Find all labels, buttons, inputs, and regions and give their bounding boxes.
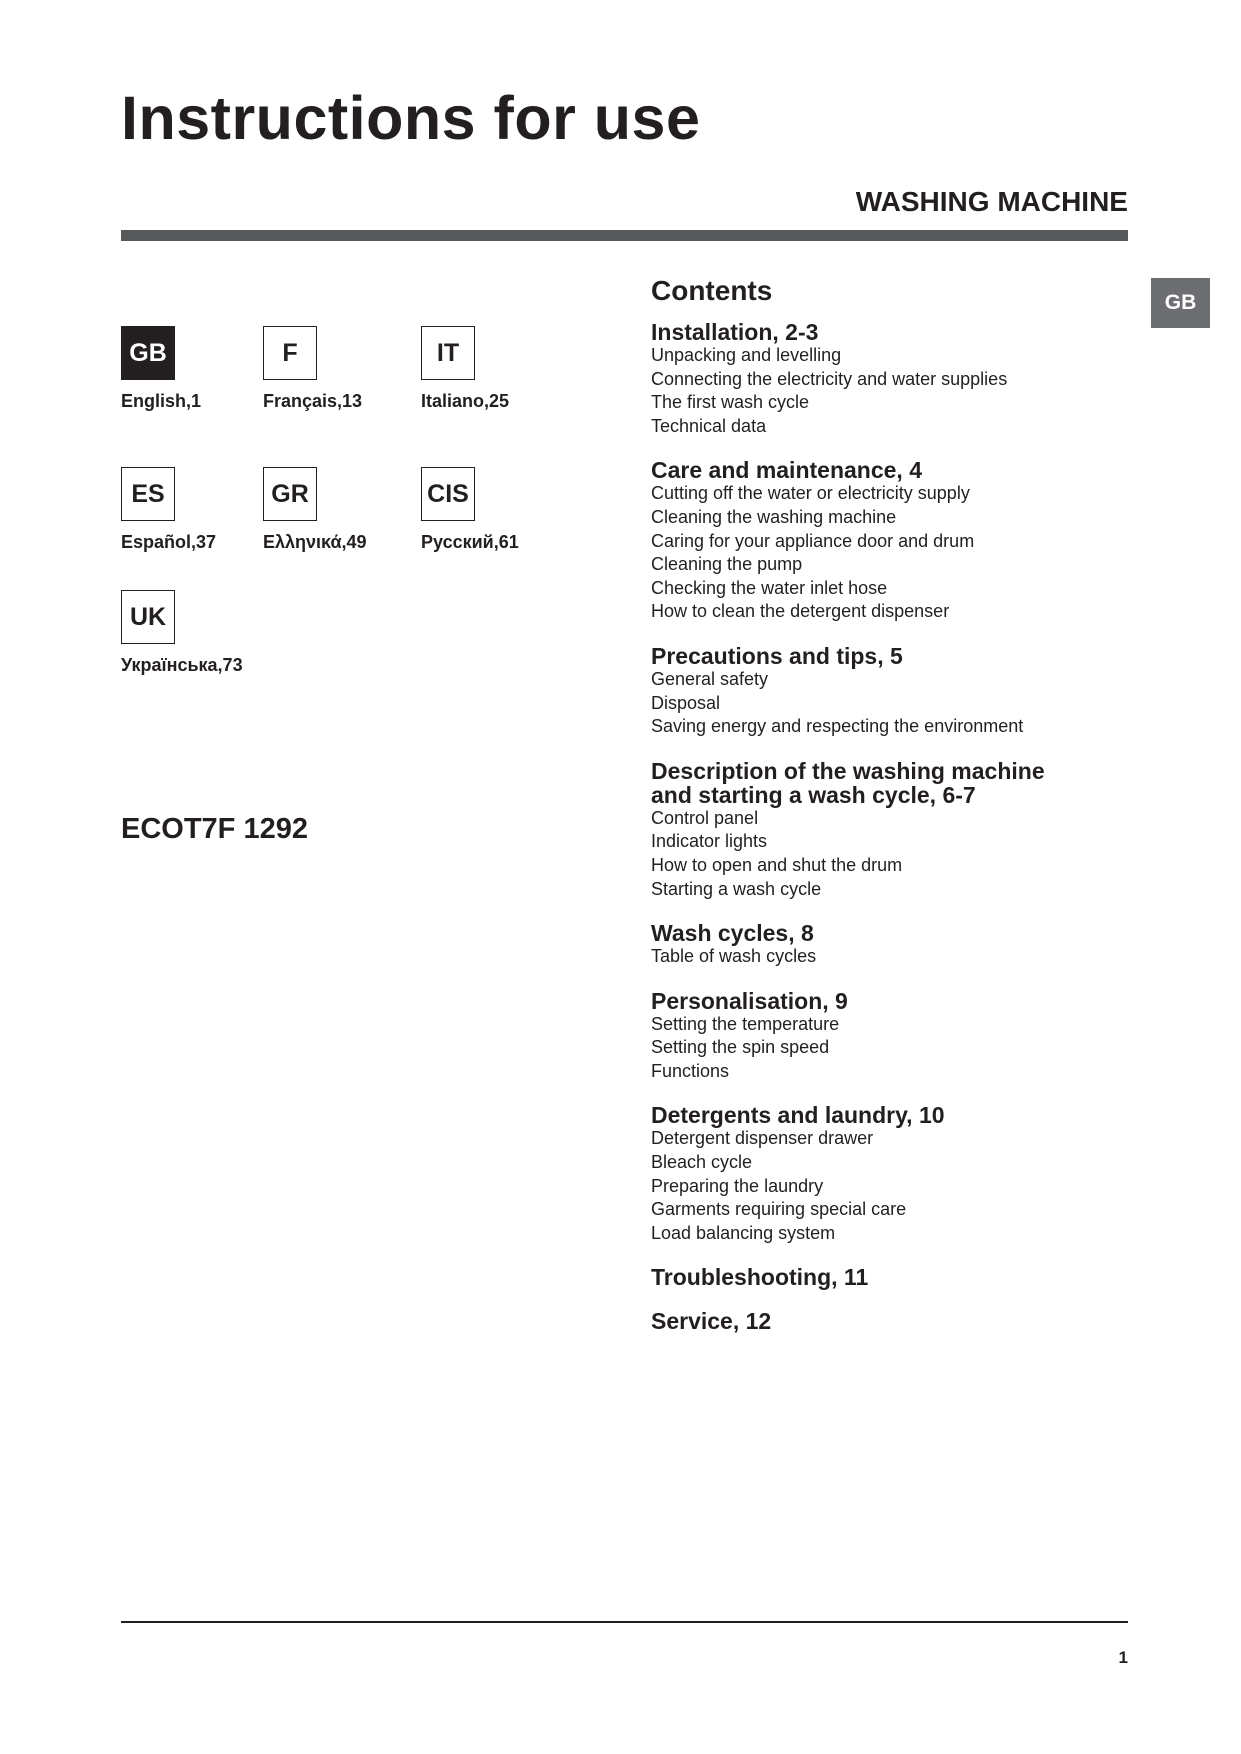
toc-item: General safety: [651, 668, 769, 689]
language-code-badge: GB: [121, 326, 175, 380]
toc-item: Caring for your appliance door and drum: [651, 530, 975, 551]
table-of-contents: [651, 276, 1111, 1353]
toc-item: Detergent dispenser drawer: [651, 1128, 874, 1149]
page-number: 1: [1118, 1648, 1128, 1667]
toc-item: Setting the spin speed: [651, 1037, 830, 1058]
language-label: English,1: [121, 391, 202, 411]
toc-section-title: Detergents and laundry, 10: [651, 1102, 945, 1129]
toc-section-title: Description of the washing machine: [651, 757, 1045, 784]
toc-item: Indicator lights: [651, 831, 768, 852]
language-code-badge: IT: [421, 326, 475, 380]
toc-section-installation[interactable]: [651, 320, 1111, 438]
toc-item: How to clean the detergent dispenser: [651, 601, 950, 622]
toc-section-precautions[interactable]: [651, 644, 1111, 739]
toc-item: Functions: [651, 1060, 730, 1081]
model-number: ECOT7F 1292: [121, 813, 308, 845]
product-type: WASHING MACHINE: [855, 186, 1128, 217]
toc-section-care-and-maintenance[interactable]: [651, 458, 1111, 624]
toc-item: Cutting off the water or electricity supply: [651, 483, 970, 504]
toc-item: Load balancing system: [651, 1222, 836, 1243]
toc-item: Disposal: [651, 692, 721, 713]
toc-item: The first wash cycle: [651, 392, 810, 413]
toc-item: Technical data: [651, 415, 767, 436]
toc-item: Checking the water inlet hose: [651, 577, 888, 598]
contents-heading: Contents: [651, 275, 773, 306]
language-gr[interactable]: [263, 467, 367, 553]
toc-item: Setting the temperature: [651, 1013, 840, 1034]
language-code-badge: CIS: [421, 467, 475, 521]
toc-item: Unpacking and levelling: [651, 345, 842, 365]
toc-section-personalisation[interactable]: [651, 989, 1111, 1084]
toc-section-title: Troubleshooting, 11: [651, 1264, 869, 1291]
language-cis[interactable]: [421, 467, 519, 553]
toc-section-detergents[interactable]: [651, 1103, 1111, 1245]
toc-section-description[interactable]: [651, 759, 1111, 901]
language-label: Ελληνικά,49: [263, 532, 367, 552]
toc-section-title: Personalisation, 9: [651, 987, 848, 1014]
toc-section-title: Service, 12: [651, 1308, 772, 1335]
toc-section-title: Installation, 2-3: [651, 319, 819, 345]
toc-item: Starting a wash cycle: [651, 878, 822, 899]
language-f[interactable]: [263, 326, 362, 412]
toc-section-wash-cycles[interactable]: [651, 921, 1111, 969]
toc-section-troubleshooting[interactable]: [651, 1265, 1111, 1289]
toc-item: Control panel: [651, 807, 759, 828]
toc-item: Table of wash cycles: [651, 946, 817, 967]
language-code-badge: GR: [263, 467, 317, 521]
language-label: Français,13: [263, 391, 363, 411]
language-gb[interactable]: [121, 326, 201, 412]
language-label: Русский,61: [421, 532, 519, 552]
language-uk[interactable]: [121, 590, 243, 676]
toc-section-title: Care and maintenance, 4: [651, 457, 922, 484]
toc-item: How to open and shut the drum: [651, 854, 903, 875]
language-code-badge: F: [263, 326, 317, 380]
toc-item: Bleach cycle: [651, 1152, 753, 1173]
toc-item: Connecting the electricity and water supplies: [651, 368, 1008, 389]
toc-item: Cleaning the pump: [651, 554, 803, 575]
toc-section-title: Precautions and tips, 5: [651, 642, 903, 669]
language-it[interactable]: [421, 326, 509, 412]
language-code-badge: ES: [121, 467, 175, 521]
header-rule: [121, 230, 1128, 241]
toc-section-title: and starting a wash cycle, 6-7: [651, 781, 976, 808]
language-label: Español,37: [121, 532, 217, 552]
toc-section-service[interactable]: [651, 1309, 1111, 1333]
toc-item: Saving energy and respecting the environment: [651, 716, 1024, 737]
toc-item: Cleaning the washing machine: [651, 506, 897, 527]
toc-item: Preparing the laundry: [651, 1175, 824, 1196]
page-title: Instructions for use: [121, 84, 701, 152]
language-label: Italiano,25: [421, 391, 510, 411]
toc-section-title: Wash cycles, 8: [651, 920, 814, 947]
language-code-badge: UK: [121, 590, 175, 644]
footer-rule: [121, 1621, 1128, 1623]
language-side-tab: GB: [1151, 278, 1210, 328]
toc-item: Garments requiring special care: [651, 1199, 907, 1220]
language-label: Українська,73: [121, 655, 243, 675]
language-es[interactable]: [121, 467, 216, 553]
